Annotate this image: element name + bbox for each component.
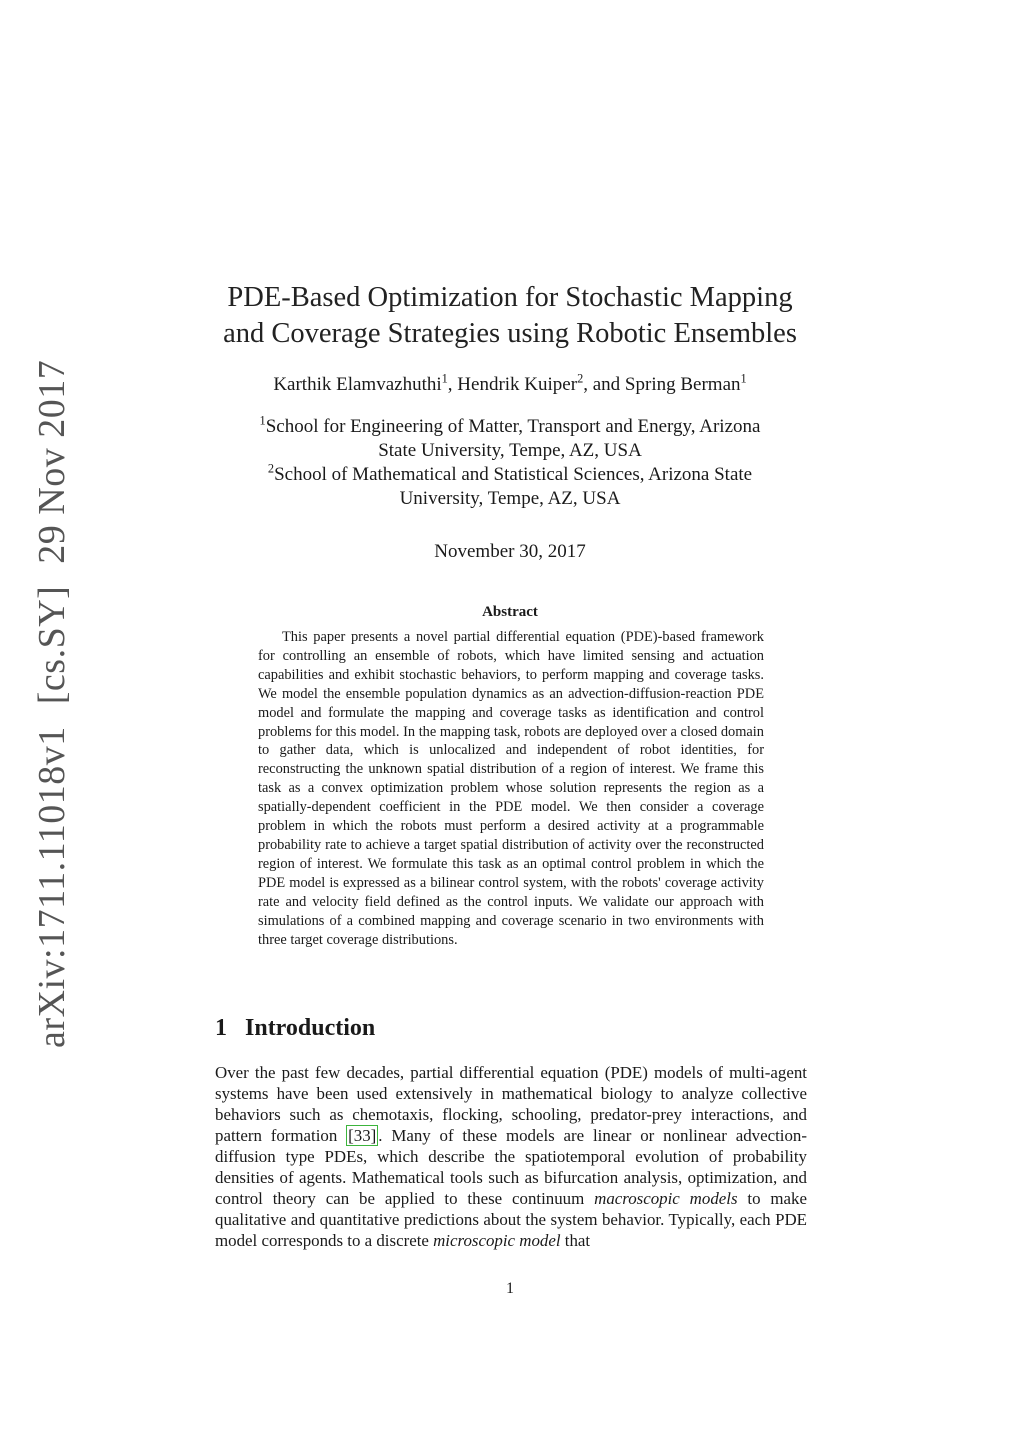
- section-number: 1: [215, 1015, 227, 1041]
- paper-title: [200, 280, 820, 352]
- section-heading: [215, 1015, 375, 1042]
- author-list: Karthik Elamvazhuthi$^1$, Hendrik Kuiper$^2$, and Spring Berman$^1$: [273, 371, 747, 395]
- affiliation-1: $^1$School for Engineering of Matter, Transport and Energy, Arizona: [259, 413, 761, 437]
- arxiv-category: [cs.SY]: [31, 585, 73, 705]
- author-3: , and Spring Berman: [583, 374, 741, 395]
- affiliations: $^1$School for Engineering of Matter, Transport and Energy, Arizona State University, Tempe, AZ, USA $^2$School of Mathematical and Statistical Sciences, Arizona State University, Tempe, AZ, USA: [200, 415, 820, 511]
- abstract-heading: Abstract: [482, 604, 538, 620]
- intro-paragraph: Over the past few decades, partial differential equation (PDE) models of multi-agent systems have been used extensively in mathematical biology to analyze collective behaviors such as chemotaxis, flocking, schooling, predator-prey interactions, and pattern formation [33] . Many of these models are linear or nonlinear advection-diffusion type PDEs, which describe the spatiotemporal evolution of probability densities of agents. Mathematical tools such as bifurcation analysis, optimization, and control theory can be applied to these continuum macroscopic models to make qualitative and quantitative predictions about the system behavior. Typically, each PDE model corresponds to a discrete microscopic model that: [215, 1063, 808, 1250]
- abstract-body: This paper presents a novel partial differential equation (PDE)-based framework for controlling an ensemble of robots, which have limited sensing and actuation capabilities and exhibit stochastic behaviors, to perform mapping and coverage tasks. We model the ensemble population dynamics as an advection-diffusion-reaction PDE model and formulate the mapping and coverage tasks as identification and control problems for this model. In the mapping task, robots are deployed over a closed domain to gather data, which is unlocalized and independent of robot identities, for reconstructing the unknown spatial distribution of a region of interest. We frame this task as a convex optimization problem whose solution represents the region as a spatially-dependent coefficient in the PDE model. We then consider a coverage problem in which the robots must perform a desired activity at a programmable probability rate to achieve a target spatial distribution of activity over the reconstructed region of interest. We formulate this task as an optimal control problem in which the PDE model is expressed as a bilinear control system, with the robots' coverage activity rate and velocity field defined as the control inputs. We validate our approach with simulations of a combined mapping and coverage scenario in two environments with three target coverage distributions.: [258, 629, 764, 948]
- title-line-2: and Coverage Strategies using Robotic Ensembles: [223, 318, 797, 349]
- affiliation-2: $^2$School of Mathematical and Statistical Sciences, Arizona State: [267, 461, 753, 485]
- paper-date: November 30, 2017: [434, 541, 586, 562]
- section-title: Introduction: [245, 1015, 376, 1041]
- page-number: 1: [506, 1280, 514, 1297]
- arxiv-date: 29 Nov 2017: [31, 359, 73, 564]
- author-1: Karthik Elamvazhuthi: [273, 374, 442, 395]
- arxiv-id: arXiv:1711.11018v1: [31, 726, 73, 1048]
- citation-link[interactable]: [33]: [348, 1126, 377, 1145]
- title-line-1: PDE-Based Optimization for Stochastic Mapping: [227, 282, 793, 313]
- author-2: , Hendrik Kuiper: [447, 374, 578, 395]
- arxiv-sidebar-identifier: [30, 338, 74, 1048]
